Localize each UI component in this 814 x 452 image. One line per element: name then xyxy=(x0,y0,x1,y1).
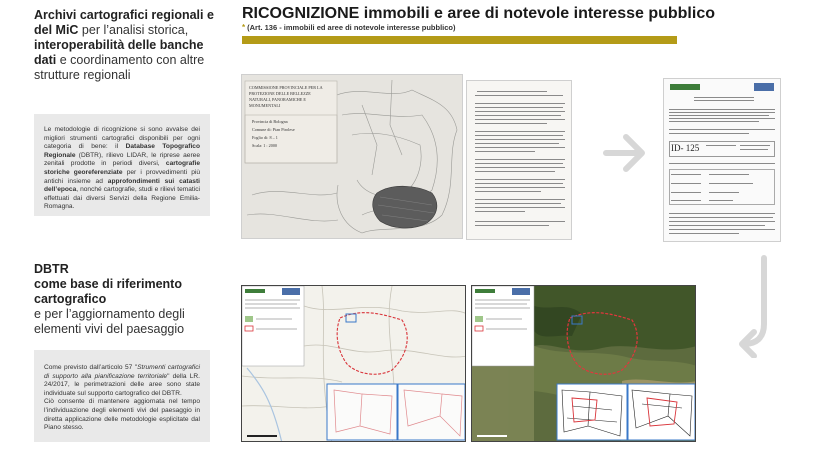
aerial-orthophoto-map xyxy=(471,285,696,442)
decree-line-2: PROTEZIONE DELLE BELLEZZE xyxy=(249,91,311,96)
page-subtitle xyxy=(242,23,456,32)
note1-bold-3: approfondimenti sui catasti dell’epoca xyxy=(44,177,200,194)
note1-text-1: Le metodologie di ricognizione si sono avvalse dei migliori strumenti cartografici disponibili per ogni categoria di bene: il xyxy=(44,126,200,151)
decree-comune: Comune di: Pian Pirolese xyxy=(252,127,295,132)
page-subtitle-text: (Art. 136 - immobili ed aree di notevole interesse pubblico) xyxy=(247,23,456,32)
decree-line-3: NATURALI, PANORAMICHE E xyxy=(249,97,306,102)
note2-text-3: Ciò consente di mantenere aggiornata nel tempo l’individuazione degli elementi vivi del paesaggio in diretta applicazione delle metodologie esplicitate dal Piano stesso. xyxy=(44,398,200,432)
historic-decree-image xyxy=(241,74,463,239)
section2-heading-bold-1: DBTR xyxy=(34,262,69,276)
decree-foglio: Foglio di: 8 – 1 xyxy=(252,135,278,140)
note1-text-4: , nonché cartografie, studi e rilievi tematici effettuati dai diversi Servizi della Regione Emilia- Romagna. xyxy=(44,186,200,211)
ministry-logo xyxy=(754,83,774,91)
decree-line-4: MONUMENTALI xyxy=(249,103,281,108)
dbtr-topographic-map xyxy=(241,285,466,442)
note2-text-2: " della LR. 24/2017, le perimetrazioni delle aree sono state individuate sul supporto cartografico del DBTR. xyxy=(44,372,201,397)
typed-document-image xyxy=(466,80,572,240)
note1-bold-2: cartografie storiche georeferenziate xyxy=(44,160,200,176)
curved-arrow-icon xyxy=(734,254,780,358)
decree-province: Provincia di Bologna xyxy=(252,119,288,124)
note2-text-1: Come previsto dall’articolo 57 " xyxy=(44,364,138,371)
section1-heading-plain-2: e coordinamento con altre strutture regionali xyxy=(34,53,205,82)
section1-heading-bold-2: interoperabilità delle banche dati xyxy=(34,38,204,67)
note2-italic-1: Strumenti cartografici di supporto alla pianificazione territoriale xyxy=(44,364,200,380)
decree-line-1: COMMISSIONE PROVINCIALE PER LA xyxy=(249,85,323,90)
page-title: RICOGNIZIONE immobili e aree di notevole interesse pubblico xyxy=(242,5,715,22)
dbtr-map-drawing xyxy=(242,286,466,442)
section2-heading xyxy=(34,262,234,337)
aerial-map-drawing xyxy=(472,286,696,442)
decree-scala: Scala: 1 : 2000 xyxy=(252,143,278,148)
arrow-right-icon xyxy=(600,128,650,178)
region-logo xyxy=(670,84,700,90)
section1-heading-bold-1: Archivi cartografici regionali e del MiC xyxy=(34,8,214,37)
section2-note xyxy=(34,350,210,442)
record-id: ID- 125 xyxy=(671,143,700,153)
note1-bold-1: Database Topografico Regionale xyxy=(44,143,200,159)
title-underline-bar xyxy=(242,36,677,44)
section1-heading xyxy=(34,8,224,83)
historic-decree-drawing xyxy=(242,75,463,239)
section1-heading-plain-1: per l’analisi storica, xyxy=(78,23,189,37)
star-icon: * xyxy=(242,23,246,32)
section1-note xyxy=(34,114,210,216)
section2-heading-bold-2: come base di riferimento cartografico xyxy=(34,277,182,306)
section2-heading-plain: e per l’aggiornamento degli elementi vivi del paesaggio xyxy=(34,307,185,336)
record-sheet-image xyxy=(663,78,781,242)
note1-text-3: per i provvedimenti più antichi insieme ad xyxy=(44,168,200,185)
note1-text-2: (DBTR), rilievo LIDAR, le riprese aeree zenitali prodotte in periodi diversi, xyxy=(44,151,200,168)
